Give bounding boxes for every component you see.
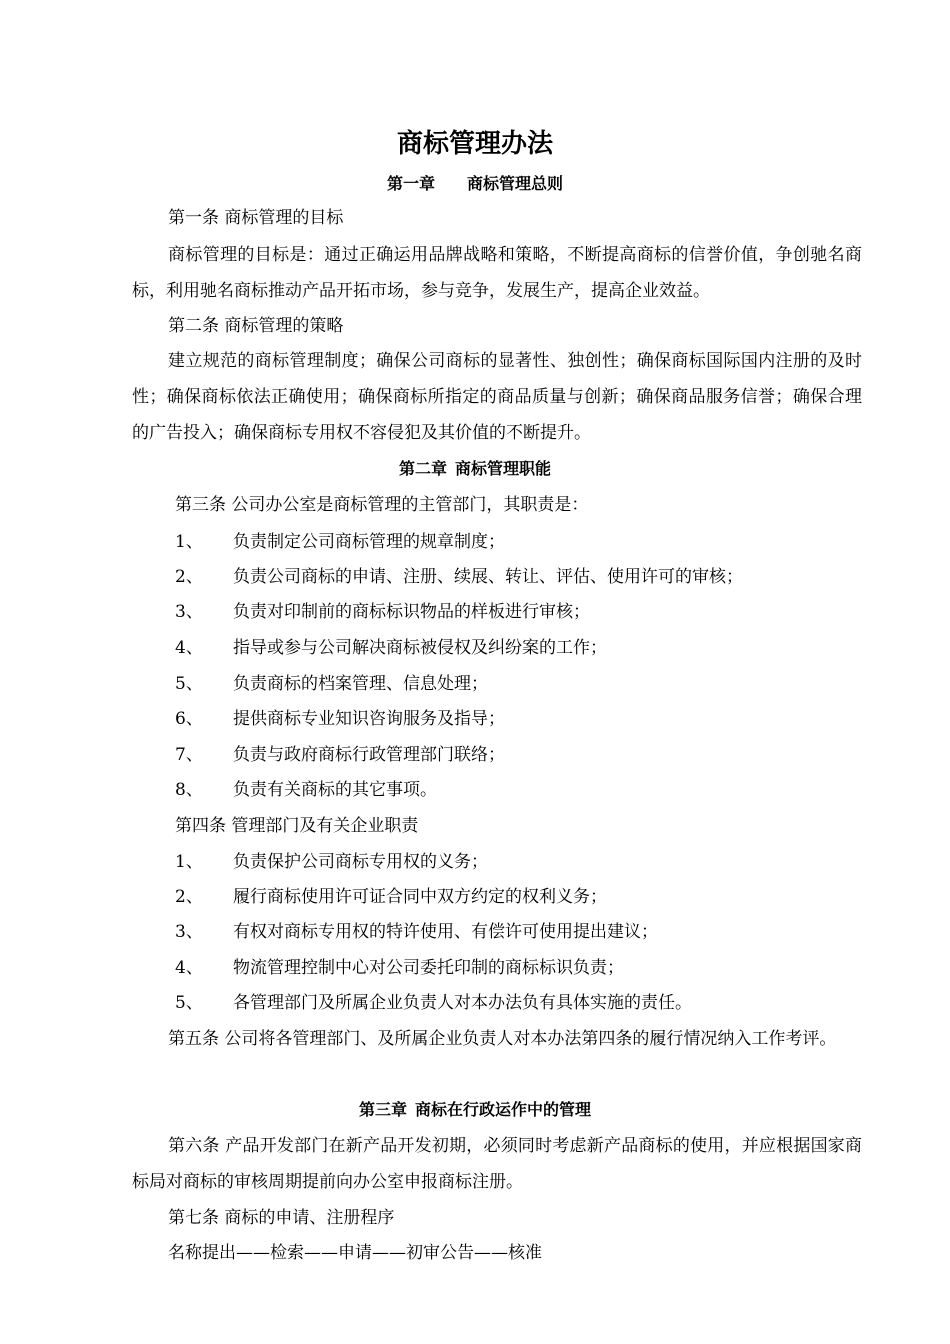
chapter-label: 第三章: [358, 1100, 407, 1119]
list-item-number: 5、: [175, 674, 203, 694]
article-2-heading: 第二条 商标管理的策略: [168, 316, 344, 336]
list-item-number: 2、: [175, 887, 203, 907]
list-item: [175, 778, 437, 802]
article-2-body: 建立规范的商标管理制度；确保公司商标的显著性、独创性；确保商标国际国内注册的及时性；确保商标依法正确使用；确保商标所指定的商品质量与创新；确保商品服务信誉；确保合理的广告投入；确保商标专用权不容侵犯及其价值的不断提升。: [132, 351, 862, 443]
list-item-number: 3、: [175, 922, 203, 942]
chapter-name: 商标管理总则: [467, 174, 564, 193]
list-item-text: 负责商标的档案管理、信息处理；: [233, 674, 488, 694]
chapter-3-heading: [0, 1098, 950, 1122]
list-item-text: 提供商标专业知识咨询服务及指导；: [233, 709, 505, 729]
article-7-heading: 第七条 商标的申请、注册程序: [168, 1208, 395, 1228]
list-item: [175, 956, 624, 980]
list-item-number: 1、: [175, 852, 203, 872]
list-item-number: 2、: [175, 567, 203, 587]
article-6-body: 第六条 产品开发部门在新产品开发初期，必须同时考虑新产品商标的使用，并应根据国家商标局对商标的审核周期提前向办公室申报商标注册。: [132, 1136, 862, 1192]
article-1-heading: 第一条 商标管理的目标: [168, 208, 344, 228]
list-item-number: 8、: [175, 780, 203, 800]
registration-flow: 名称提出——检索——申请——初审公告——核准: [168, 1243, 542, 1263]
list-item-text: 负责有关商标的其它事项。: [233, 780, 437, 800]
list-item-text: 物流管理控制中心对公司委托印制的商标标识负责；: [233, 958, 624, 978]
chapter-name: 商标管理职能: [455, 459, 552, 478]
list-item-number: 7、: [175, 745, 203, 765]
list-item: [175, 600, 590, 624]
list-item: [175, 991, 692, 1015]
list-item-text: 指导或参与公司解决商标被侵权及纠纷案的工作；: [233, 638, 607, 658]
list-item: [175, 885, 607, 909]
chapter-2-heading: [0, 457, 950, 481]
list-item-number: 4、: [175, 638, 203, 658]
document-title: 商标管理办法: [396, 129, 553, 159]
chapter-label: 第二章: [398, 459, 447, 478]
list-item: [175, 636, 607, 660]
article-3-heading: 第三条 公司办公室是商标管理的主管部门，其职责是：: [175, 495, 589, 515]
list-item-text: 履行商标使用许可证合同中双方约定的权利义务；: [233, 887, 607, 907]
list-item: [175, 707, 505, 731]
chapter-label: 第一章: [386, 174, 435, 193]
chapter-1-heading: [0, 172, 950, 196]
list-item-number: 3、: [175, 602, 203, 622]
list-item-number: 4、: [175, 958, 203, 978]
article-5-body: 第五条 公司将各管理部门、及所属企业负责人对本办法第四条的履行情况纳入工作考评。: [168, 1029, 837, 1049]
list-item: [175, 850, 488, 874]
article-1-body: 商标管理的目标是：通过正确运用品牌战略和策略，不断提高商标的信誉价值，争创驰名商标，利用驰名商标推动产品开拓市场，参与竞争，发展生产，提高企业效益。: [132, 245, 862, 301]
list-item: [175, 920, 658, 944]
list-item: [175, 565, 743, 589]
list-item-number: 1、: [175, 532, 203, 552]
list-item: [175, 672, 488, 696]
list-item-text: 有权对商标专用权的特许使用、有偿许可使用提出建议；: [233, 922, 658, 942]
list-item: [175, 743, 505, 767]
list-item-text: 各管理部门及所属企业负责人对本办法负有具体实施的责任。: [233, 993, 692, 1013]
list-item-text: 负责保护公司商标专用权的义务；: [233, 852, 488, 872]
list-item-text: 负责制定公司商标管理的规章制度；: [233, 532, 505, 552]
list-item: [175, 530, 505, 554]
list-item-number: 5、: [175, 993, 203, 1013]
list-item-text: 负责与政府商标行政管理部门联络；: [233, 745, 505, 765]
list-item-text: 负责对印制前的商标标识物品的样板进行审核；: [233, 602, 590, 622]
article-4-heading: 第四条 管理部门及有关企业职责: [175, 816, 419, 836]
list-item-text: 负责公司商标的申请、注册、续展、转让、评估、使用许可的审核；: [233, 567, 743, 587]
list-item-number: 6、: [175, 709, 203, 729]
chapter-name: 商标在行政运作中的管理: [415, 1100, 592, 1119]
